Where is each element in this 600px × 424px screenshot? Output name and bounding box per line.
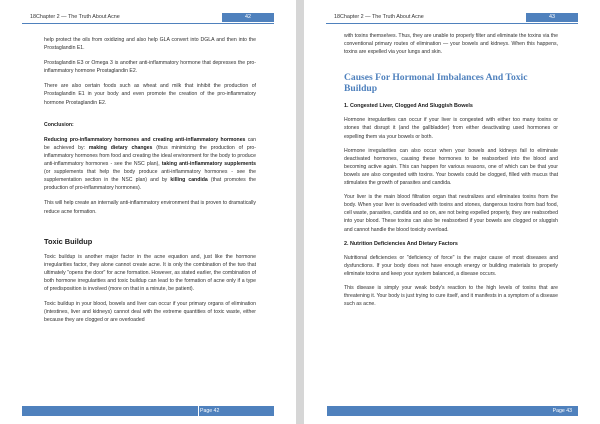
- section-heading-toxic-buildup: Toxic Buildup: [44, 236, 93, 246]
- paragraph: Nutritional deficiencies or "deficiency of force" is the major cause of most diseases and dysfunctions. If your body does not have enough energy or building materials to properly eliminate toxins and keep your system balanced, a disease occurs.: [344, 254, 558, 277]
- paragraph: Toxic buildup is another major factor in the acne equation and, just like the hormone irregularities factor, they alone cannot create acne. It is only the combination of the two that ultimately "opens the door" for acne formation. However, as stated earlier, the combination of both hormone irregularities and toxic buildup can lead to the formation of acne only if a type of predisposition is involved (more on that in a minute, be patient).: [44, 253, 256, 293]
- paragraph: Hormone irregularities can also occur when your bowels and kidneys fail to eliminate deactivated hormones, causing these hormones to be reabsorbed into the blood and becoming active again. This can happen for various reasons, one of which can be that your bowels are also congested with toxins. Your bowels could be clogged, filled with mucus that stimulates the growth of parasites and candida.: [344, 147, 558, 187]
- chapter-title: 18Chapter 2 — The Truth About Acne: [30, 14, 120, 20]
- section-heading-causes: Causes For Hormonal Imbalances And Toxic Buildup: [344, 72, 528, 95]
- conclusion-paragraph: Reducing pro-inflammatory hormones and creating anti-inflammatory hormones can be achieved by: making dietary changes (thus minimizing the production of pro-inflammatory hormones from food and creating the ideal environment for the body to produce anti-inflammatory hormones - see the NSC plan), taking anti-inflammatory supplements (or supplements that help the body produce anti-inflammatory hormones - see the supplementation section in the NSC plan) and by killing candida (that promotes the production of pro-inflammatory hormones).: [44, 136, 257, 192]
- subsection-heading-liver: 1. Congested Liver, Clogged And Sluggish Bowels: [344, 103, 473, 110]
- page-body: [344, 32, 558, 314]
- header-page-number: 42: [222, 13, 274, 22]
- page-header: [22, 13, 274, 24]
- header-rule: [22, 23, 274, 24]
- paragraph: This disease is simply your weak body's reaction to the high levels of toxins that are threatening it. Your body is just trying to cure itself, and it manifests in a symptom of a disease such as acne.: [344, 284, 558, 308]
- paragraph: Hormone irregularities can occur if your liver is congested with either too many toxins or stones that disrupt it (and the gallbladder) from either deactivating used hormones or expelling them via your bowels or both.: [344, 117, 558, 140]
- page-header: [326, 13, 578, 24]
- subsection-heading-nutrition: 2. Nutrition Deficiencies And Dietary Factors: [344, 240, 458, 247]
- paragraph: Your liver is the main blood filtration organ that neutralizes and eliminates toxins from the body. When your liver is overloaded with toxins and stones, dangerous toxins from bad food, cell waste, parasites, candida and so on, are not being expelled properly, they are reabsorbed into your blood. These toxins can also be reabsorbed if your bowels are clogged or sluggish and cannot handle the blood toxicity overload.: [344, 194, 558, 233]
- footer-page-label: Page 42: [200, 408, 220, 414]
- paragraph: This will help create an internally anti-inflammatory environment that is proven to dramatically reduce acne formation.: [44, 200, 256, 215]
- page-footer: [22, 406, 274, 416]
- paragraph: with toxins themselves. Thus, they are unable to properly filter and eliminate the toxins via the conventional primary routes of elimination — your bowels and kidneys. When this happens, toxins are expelled via your lungs and skin.: [344, 33, 558, 56]
- paragraph: Prostaglandin E3 or Omega 3 is another anti-inflammatory hormone that depresses the pro-inflammatory hormone Prostaglandin E2.: [44, 60, 256, 75]
- page-footer: [326, 406, 578, 416]
- conclusion-heading: Conclusion:: [44, 121, 74, 128]
- right-page: [304, 0, 600, 424]
- paragraph: help protect the oils from oxidizing and also help GLA convert into DGLA and then into the Prostaglandin E1.: [44, 37, 256, 52]
- paragraph: Toxic buildup in your blood, bowels and liver can occur if your primary organs of elimination (intestines, liver and kidneys) cannot deal with the extreme quantities of toxic waste, either because they are clogged or are overloaded: [44, 301, 256, 324]
- paragraph: There are also certain foods such as wheat and milk that inhibit the production of Prostaglandin E1 in your body and even promote the creation of the pro-inflammatory hormone Prostaglandin E2.: [44, 83, 256, 106]
- header-rule: [326, 23, 578, 24]
- page-body: [44, 36, 256, 331]
- left-page: [0, 0, 296, 424]
- chapter-title: 18Chapter 2 — The Truth About Acne: [334, 14, 424, 20]
- header-page-number: 43: [526, 13, 578, 22]
- footer-divider: [326, 406, 327, 416]
- footer-divider: [198, 406, 199, 416]
- footer-page-label: Page 43: [549, 406, 576, 416]
